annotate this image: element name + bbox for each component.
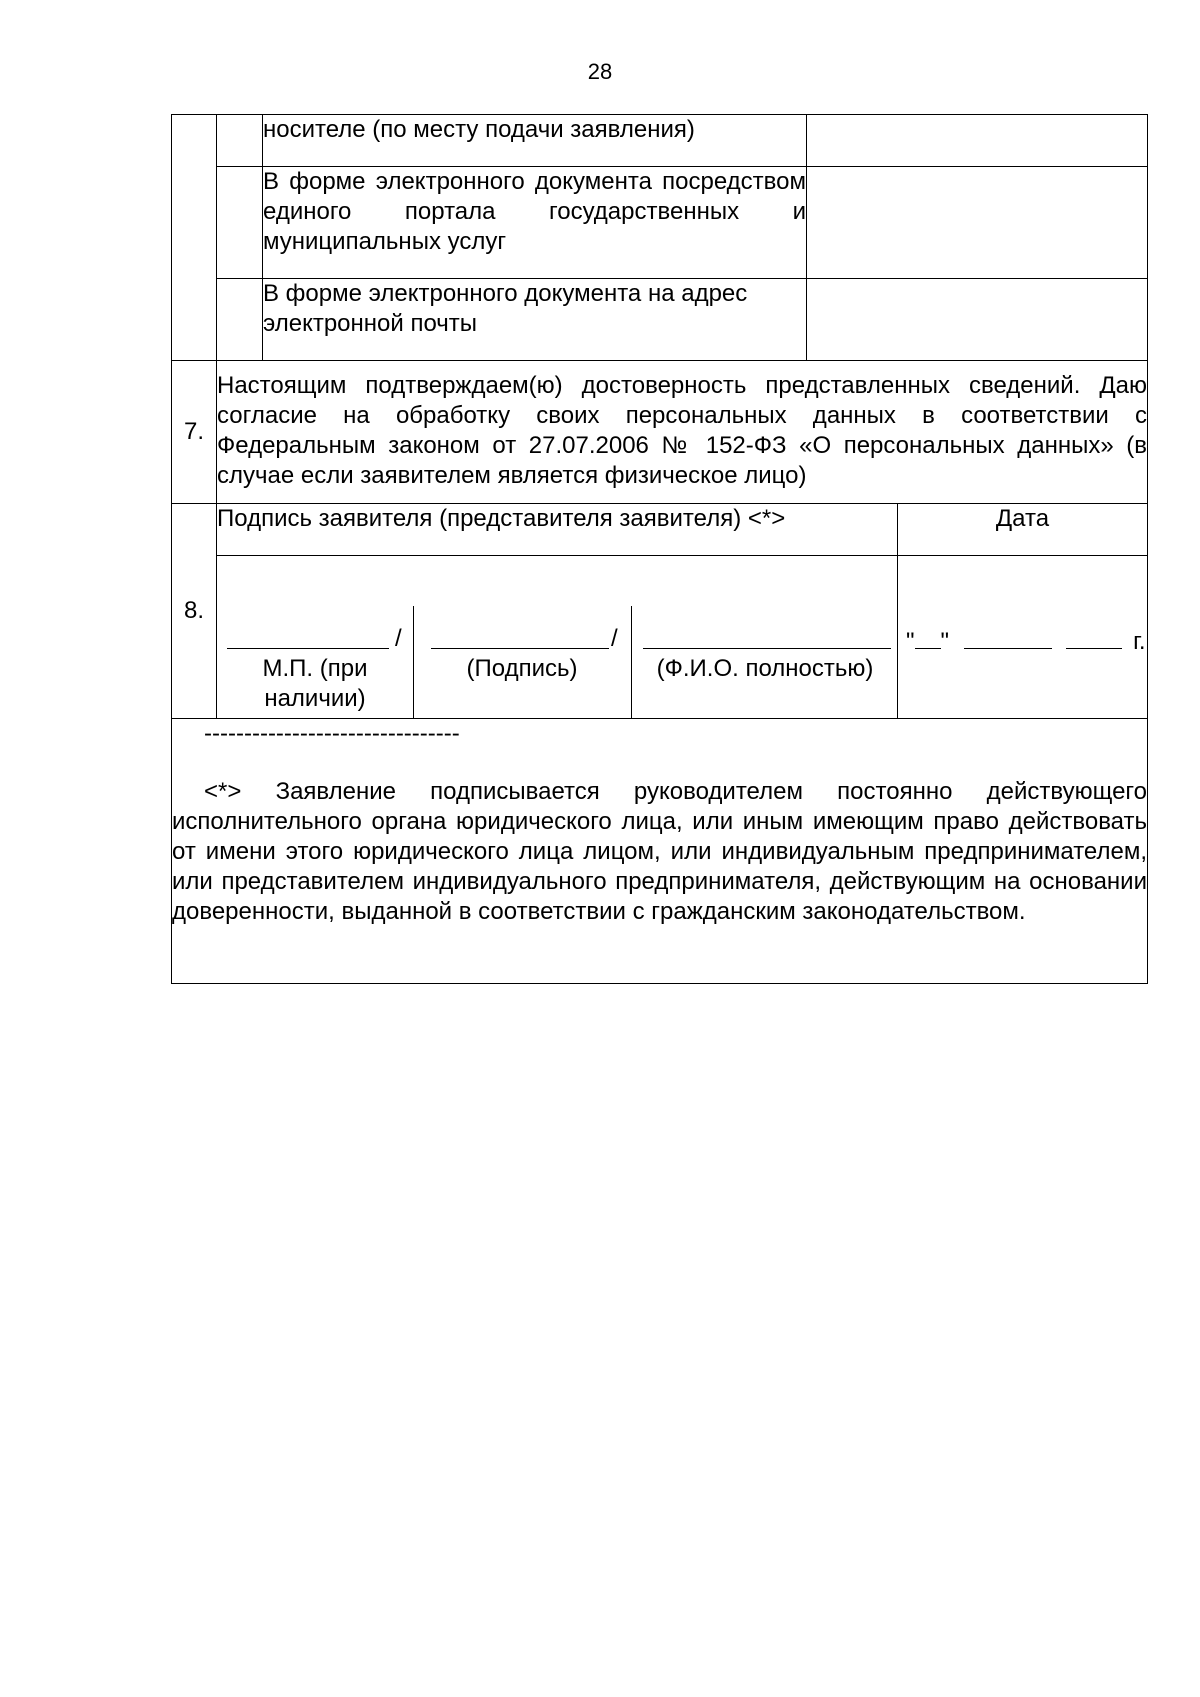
date-area xyxy=(898,556,1148,719)
date-quote-close: " xyxy=(940,628,950,655)
signature-area xyxy=(217,556,898,719)
footnote-separator: -------------------------------- xyxy=(204,720,460,747)
option-value-cell-3[interactable] xyxy=(807,279,1148,361)
date-quote-open: " xyxy=(906,628,915,655)
delivery-option-email: В форме электронного документа на адрес электронной почты xyxy=(263,279,807,361)
fio-line[interactable] xyxy=(643,648,891,649)
row-number-cell-empty xyxy=(172,115,217,361)
date-field[interactable] xyxy=(906,624,1146,657)
footnote-text: <*> Заявление подписывается руководителем постоянно действующего исполнительного органа юридического лица, или иным имеющим право действовать от имени этого юридического лица лицом, или индивидуальным предпринимателем, или представителем индивидуального предпринимателя, действующим на основании доверенности, выданной в соответствии с гражданским законодательством. xyxy=(172,778,1147,925)
sign-line[interactable] xyxy=(431,648,609,649)
option-mark-cell-3[interactable] xyxy=(217,279,263,361)
fio-column xyxy=(631,604,899,718)
date-header: Дата xyxy=(898,504,1148,556)
slash-1: / xyxy=(395,625,402,652)
application-form-table xyxy=(171,114,1148,984)
seal-line[interactable] xyxy=(227,648,389,649)
option-value-cell-1[interactable] xyxy=(807,115,1148,167)
sign-caption: (Подпись) xyxy=(466,655,578,682)
footnote-cell xyxy=(172,719,1148,984)
sign-column xyxy=(413,604,631,718)
option-value-cell-2[interactable] xyxy=(807,167,1148,279)
page-number: 28 xyxy=(587,59,613,84)
fio-caption: (Ф.И.О. полностью) xyxy=(656,655,874,682)
option-mark-cell-2[interactable] xyxy=(217,167,263,279)
delivery-option-portal: В форме электронного документа посредством единого портала государственных и муниципальных услуг xyxy=(263,167,807,279)
option-mark-cell-1[interactable] xyxy=(217,115,263,167)
consent-text: Настоящим подтверждаем(ю) достоверность представленных сведений. Даю согласие на обработку своих персональных данных в соответствии с Федеральным законом от 27.07.2006 № 152-ФЗ «О персональных данных» (в случае если заявителем является физическое лицо) xyxy=(217,361,1148,504)
row-number-7: 7. xyxy=(172,361,217,504)
day-blank[interactable] xyxy=(915,624,941,649)
year-blank[interactable] xyxy=(1066,624,1122,649)
slash-2: / xyxy=(611,625,618,652)
row-number-8: 8. xyxy=(172,504,217,719)
seal-caption: М.П. (при наличии) xyxy=(262,655,368,712)
signature-header: Подпись заявителя (представителя заявителя) <*> xyxy=(217,504,898,556)
seal-column xyxy=(217,604,413,718)
year-suffix: г. xyxy=(1133,628,1146,655)
month-blank[interactable] xyxy=(964,624,1052,649)
delivery-option-paper: носителе (по месту подачи заявления) xyxy=(263,115,807,167)
